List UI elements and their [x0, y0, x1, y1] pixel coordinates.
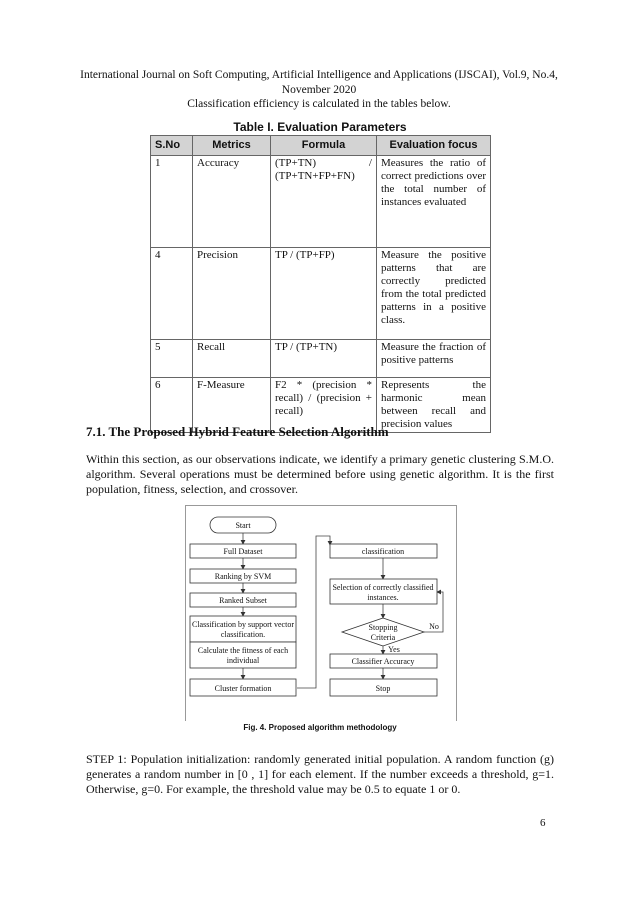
- section-paragraph: Within this section, as our observations indicate, we identify a primary genetic clustering S.M.O. algorithm. Several operations must be determined before using genetic algorithm. It is the first population, fitness, selection, and crossover.: [86, 452, 554, 496]
- svm-label-line2: classification.: [220, 630, 266, 639]
- table-row: [151, 248, 491, 340]
- row-sno: 6: [151, 378, 193, 433]
- row-formula: TP / (TP+TN): [271, 340, 377, 378]
- table-header-row: [151, 136, 491, 156]
- no-label: No: [429, 622, 439, 631]
- row-sno: 5: [151, 340, 193, 378]
- yes-label: Yes: [388, 645, 400, 654]
- page-number: 6: [540, 817, 546, 829]
- journal-header-line1: International Journal on Soft Computing, Artificial Intelligence and Applications (IJSCAI), Vol.9, No.4,: [80, 69, 558, 81]
- arrow: [297, 536, 330, 688]
- journal-header-line2: November 2020: [281, 83, 357, 96]
- row-metric: Precision: [193, 248, 271, 340]
- stopping-label-line1: Stopping: [368, 623, 398, 632]
- row-formula: TP / (TP+FP): [271, 248, 377, 340]
- row-focus: Represents the harmonic mean between recall and precision values: [377, 378, 491, 433]
- evaluation-table: [150, 135, 491, 433]
- ranked-subset-label: Ranked Subset: [219, 596, 267, 605]
- section-heading: 7.1. The Proposed Hybrid Feature Selection Algorithm: [86, 424, 389, 439]
- stop-label: Stop: [375, 684, 391, 693]
- row-formula: (TP+TN) / (TP+TN+FP+FN): [271, 156, 377, 248]
- table-row: [151, 340, 491, 378]
- row-metric: Recall: [193, 340, 271, 378]
- flowchart-figure: [185, 505, 457, 721]
- figure-caption: Fig. 4. Proposed algorithm methodology: [243, 723, 397, 732]
- svm-label-line1: Classification by support vector: [192, 620, 294, 629]
- start-label: Start: [235, 521, 251, 530]
- ranking-label: Ranking by SVM: [214, 572, 272, 581]
- row-metric: F-Measure: [193, 378, 271, 433]
- selection-label-line1: Selection of correctly classified: [332, 583, 434, 592]
- row-focus: Measures the ratio of correct predictions over the total number of instances evaluated: [377, 156, 491, 248]
- row-sno: 4: [151, 248, 193, 340]
- intro-sentence: Classification efficiency is calculated in the tables below.: [187, 98, 451, 110]
- step1-paragraph: STEP 1: Population initialization: randomly generated initial population. A random function (g) generates a random number in [0 , 1] for each element. If the number exceeds a threshold, g=1. Otherwise, g=0. For example, the threshold value may be 0.5 to equate 1 or 0.: [86, 752, 554, 796]
- table-row: [151, 156, 491, 248]
- full-dataset-label: Full Dataset: [223, 547, 263, 556]
- classification-label: classification: [361, 547, 405, 556]
- row-sno: 1: [151, 156, 193, 248]
- table-header: S.No: [151, 136, 193, 156]
- row-formula: F2 * (precision * recall) / (precision + recall): [271, 378, 377, 433]
- table-header: Evaluation focus: [377, 136, 491, 156]
- table-header: Metrics: [193, 136, 271, 156]
- journal-header: [80, 68, 558, 97]
- row-focus: Measure the positive patterns that are correctly predicted from the total predicted patterns in a positive class.: [377, 248, 491, 340]
- row-focus: Measure the fraction of positive patterns: [377, 340, 491, 378]
- fitness-label-line2: individual: [226, 656, 260, 665]
- stopping-label-line2: Criteria: [370, 633, 396, 642]
- table-caption: Table I. Evaluation Parameters: [233, 120, 407, 134]
- table-header: Formula: [271, 136, 377, 156]
- cluster-formation-label: Cluster formation: [214, 684, 272, 693]
- classifier-accuracy-label: Classifier Accuracy: [351, 657, 415, 666]
- selection-label-line2: instances.: [367, 593, 399, 602]
- row-metric: Accuracy: [193, 156, 271, 248]
- fitness-label-line1: Calculate the fitness of each: [197, 646, 289, 655]
